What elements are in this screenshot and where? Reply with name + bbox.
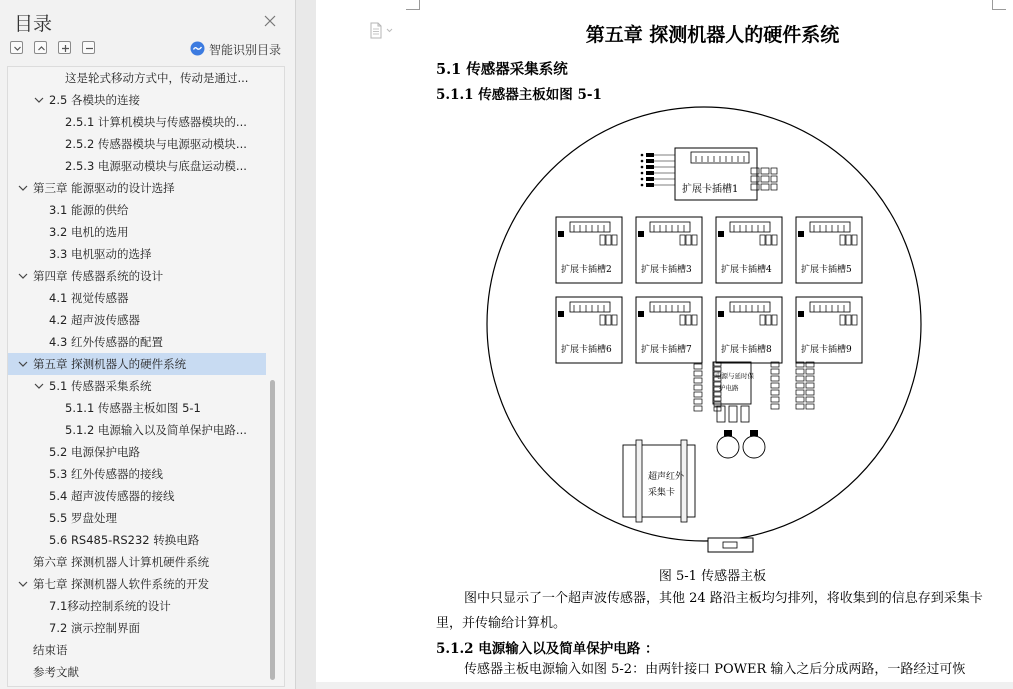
- ultrasonic-infrared-card: [623, 440, 695, 522]
- toc-item[interactable]: [8, 573, 266, 595]
- toc-item-label: 第五章 探测机器人的硬件系统: [33, 357, 187, 371]
- power-circuit-label-line1: 电源与延时保: [715, 372, 754, 380]
- expansion-slot-1: [641, 148, 777, 200]
- sensor-board-figure: [486, 104, 926, 558]
- header-pin: [646, 159, 654, 163]
- chevron-down-icon[interactable]: [16, 265, 30, 287]
- toc-item[interactable]: [8, 353, 266, 375]
- toc-item-label: 4.3 红外传感器的配置: [49, 335, 163, 349]
- toc-item-label: 第七章 探测机器人软件系统的开发: [33, 577, 210, 591]
- connector-block: [796, 362, 804, 409]
- chapter-title: 第五章 探测机器人的硬件系统: [585, 24, 840, 46]
- chevron-down-icon[interactable]: [32, 375, 46, 397]
- toc-item[interactable]: [8, 661, 266, 683]
- toc-scrollbar-thumb[interactable]: [270, 380, 275, 680]
- toc-item[interactable]: [8, 243, 266, 265]
- toc-list: [7, 66, 285, 687]
- expansion-slot: [796, 297, 862, 363]
- header-pin: [761, 184, 769, 190]
- toc-item-label: 第四章 传感器系统的设计: [33, 269, 164, 283]
- chevron-down-icon[interactable]: [32, 89, 46, 111]
- header-pin: [646, 177, 654, 181]
- collapse-all-icon[interactable]: [34, 41, 47, 54]
- header-pin: [646, 153, 654, 157]
- toc-item-label: 5.1.1 传感器主板如图 5-1: [65, 401, 201, 415]
- toc-item-label: 7.1移动控制系统的设计: [49, 599, 171, 613]
- ultrasonic-card-label-line2: 采集卡: [648, 488, 676, 498]
- document-page: [316, 0, 1013, 689]
- toc-item[interactable]: [8, 507, 266, 529]
- power-connector: [708, 538, 753, 552]
- expansion-slot-label: 扩展卡插槽3: [641, 265, 692, 275]
- section-heading-5-1: 5.1 传感器采集系统: [436, 61, 568, 78]
- toc-item[interactable]: [8, 89, 266, 111]
- header-pin: [771, 184, 777, 190]
- header-pin: [761, 176, 769, 182]
- toc-item[interactable]: [8, 529, 266, 551]
- power-circuit-label-line2: 护电路: [719, 384, 739, 392]
- toc-item-label: 参考文献: [33, 665, 79, 679]
- smart-recognize-label: 智能识别目录: [209, 43, 282, 57]
- toc-item[interactable]: [8, 221, 266, 243]
- toc-item[interactable]: [8, 67, 266, 89]
- toc-title: 目录: [14, 13, 53, 35]
- toc-item[interactable]: [8, 111, 266, 133]
- toc-item-label: 第三章 能源驱动的设计选择: [33, 181, 175, 195]
- expansion-slot: [636, 217, 702, 283]
- toc-item-label: 第六章 探测机器人计算机硬件系统: [33, 555, 210, 569]
- toc-item[interactable]: [8, 463, 266, 485]
- header-pin: [646, 183, 654, 187]
- section-heading-5-1-2: 5.1.2 电源输入以及简单保护电路 ：: [436, 641, 659, 657]
- chevron-down-icon[interactable]: [16, 573, 30, 595]
- expansion-slot-label: 扩展卡插槽7: [641, 345, 692, 355]
- close-icon[interactable]: [263, 13, 277, 27]
- toc-item-label: 3.1 能源的供给: [49, 203, 129, 217]
- header-pin: [646, 171, 654, 175]
- crop-mark-top-left: [406, 0, 420, 10]
- header-pin: [751, 168, 759, 174]
- remove-heading-icon[interactable]: [82, 41, 95, 54]
- toc-item[interactable]: [8, 419, 266, 441]
- expansion-slot: [556, 297, 622, 363]
- toc-item-label: 5.2 电源保护电路: [49, 445, 140, 459]
- chevron-down-icon[interactable]: [16, 353, 30, 375]
- smart-recognize-icon: [190, 41, 205, 56]
- expansion-slot: [716, 217, 782, 283]
- toc-item[interactable]: [8, 287, 266, 309]
- toc-item-label: 3.3 电机驱动的选择: [49, 247, 152, 261]
- toc-item-label: 2.5.2 传感器模块与电源驱动模块...: [65, 137, 247, 151]
- toc-item-label: 3.2 电机的选用: [49, 225, 129, 239]
- header-pin: [771, 176, 777, 182]
- expansion-slot-label: 扩展卡插槽1: [682, 184, 739, 195]
- expansion-slot: [716, 297, 782, 363]
- section-heading-5-1-1: 5.1.1 传感器主板如图 5-1: [436, 87, 602, 103]
- toc-item[interactable]: [8, 331, 266, 353]
- body-paragraph: 图中只显示了一个超声波传感器，其他 24 路沿主板均匀排列，将收集到的信息存到采集卡里，并传输给计算机。: [436, 591, 983, 631]
- toc-item-label: 5.3 红外传感器的接线: [49, 467, 163, 481]
- header-pin: [751, 176, 759, 182]
- header-pin: [751, 184, 759, 190]
- expand-all-icon[interactable]: [10, 41, 23, 54]
- ultrasonic-card-label-line1: 超声红外: [648, 472, 685, 482]
- connector-block: [771, 362, 779, 409]
- toc-item-label: 2.5.1 计算机模块与传感器模块的...: [65, 115, 247, 129]
- connector-block: [694, 364, 702, 411]
- toc-item[interactable]: [8, 595, 266, 617]
- toc-item-label: 7.2 演示控制界面: [49, 621, 140, 635]
- pane-splitter[interactable]: [296, 0, 316, 689]
- toc-item-label: 4.1 视觉传感器: [49, 291, 129, 305]
- toc-item[interactable]: [8, 199, 266, 221]
- header-pin: [771, 168, 777, 174]
- toc-item[interactable]: [8, 265, 266, 287]
- header-pin: [646, 165, 654, 169]
- page-horizontal-scrollbar[interactable]: [316, 682, 1013, 689]
- expansion-slot-label: 扩展卡插槽4: [721, 265, 772, 275]
- body-paragraph: 传感器主板电源输入如图 5-2：由两针接口 POWER 输入之后分成两路，一路经过可恢: [464, 662, 966, 677]
- expansion-slot-label: 扩展卡插槽2: [561, 265, 612, 275]
- expansion-slot-label: 扩展卡插槽5: [801, 265, 852, 275]
- toc-item[interactable]: [8, 551, 266, 573]
- connector-block: [806, 362, 814, 409]
- toc-item[interactable]: [8, 617, 266, 639]
- toc-item-label: 5.5 罗盘处理: [49, 511, 117, 525]
- toc-item[interactable]: [8, 133, 266, 155]
- toc-item-label: 这是轮式移动方式中，传动是通过...: [65, 71, 249, 85]
- crop-mark-top-right: [992, 0, 1006, 10]
- toc-item[interactable]: [8, 397, 266, 419]
- header-pin: [761, 168, 769, 174]
- expansion-slot: [636, 297, 702, 363]
- toc-item[interactable]: [8, 485, 266, 507]
- toc-item[interactable]: [8, 309, 266, 331]
- figure-caption: 图 5-1 传感器主板: [658, 569, 767, 584]
- expansion-slot-label: 扩展卡插槽6: [561, 345, 612, 355]
- toc-item-label: 5.4 超声波传感器的接线: [49, 489, 175, 503]
- toc-item-label: 结束语: [33, 643, 68, 657]
- expansion-slot-label: 扩展卡插槽9: [801, 345, 852, 355]
- expansion-slot-label: 扩展卡插槽8: [721, 345, 772, 355]
- add-heading-icon[interactable]: [58, 41, 71, 54]
- toc-item-label: 2.5 各模块的连接: [49, 93, 140, 107]
- toc-item-label: 5.1.2 电源输入以及简单保护电路...: [65, 423, 247, 437]
- expansion-slot: [556, 217, 622, 283]
- toc-pane: [0, 0, 296, 689]
- chevron-down-icon[interactable]: [16, 177, 30, 199]
- toc-item[interactable]: [8, 375, 266, 397]
- toc-item[interactable]: [8, 441, 266, 463]
- toc-item[interactable]: [8, 155, 266, 177]
- toc-item-label: 5.1 传感器采集系统: [49, 379, 152, 393]
- toc-item-label: 5.6 RS485-RS232 转换电路: [49, 533, 200, 547]
- toc-item-label: 2.5.3 电源驱动模块与底盘运动模...: [65, 159, 247, 173]
- toc-item[interactable]: [8, 177, 266, 199]
- expansion-slot: [796, 217, 862, 283]
- toc-item-label: 4.2 超声波传感器: [49, 313, 140, 327]
- toc-item[interactable]: [8, 639, 266, 661]
